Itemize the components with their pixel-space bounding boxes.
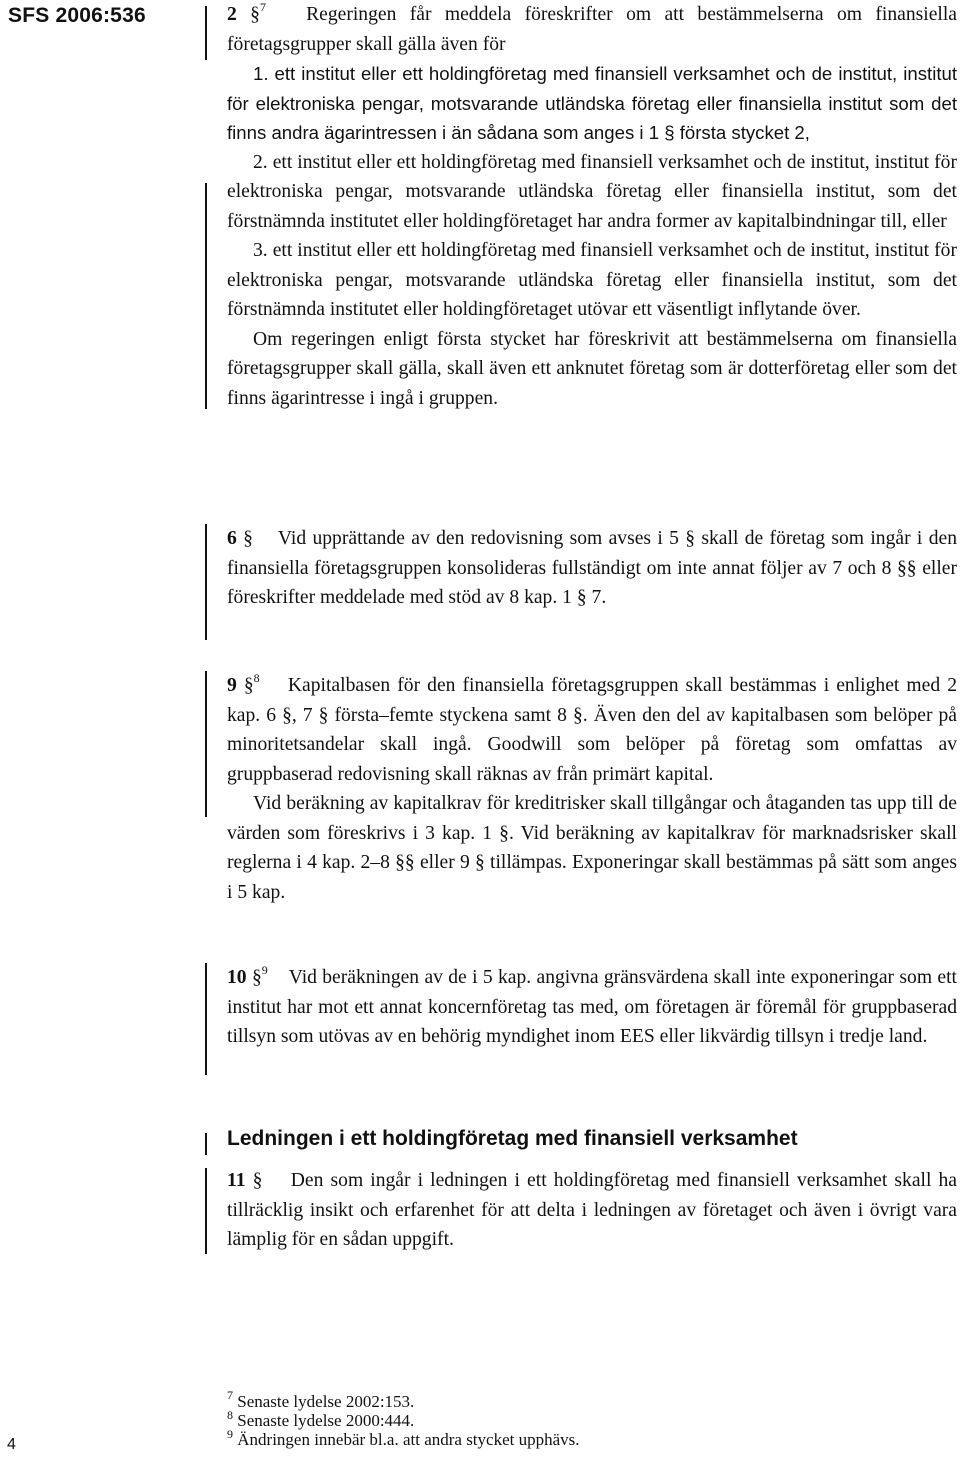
paragraph-9-text-2: Vid beräkning av kapitalkrav för kreditrisker skall tillgångar och åtaganden tas upp till de värden som föreskrivs i 3 kap. 1 §. Vid beräkning av kapitalkrav för marknadsrisker skall reglerna i 4 kap. 2–8 §§ eller 9 § tillämpas. Exponeringar skall bestämmas på sätt som anges i 5 kap. <box>227 793 957 903</box>
section-heading: Ledningen i ett holdingföretag med finansiell verksamhet <box>227 1127 798 1150</box>
footnote-text: Senaste lydelse 2002:153. <box>237 1392 415 1411</box>
footnote-ref-8: 8 <box>253 671 260 686</box>
change-bar <box>205 1168 207 1254</box>
paragraph-9 <box>227 671 957 907</box>
paragraph-11-number: 11 <box>227 1170 246 1191</box>
paragraph-2 <box>227 0 957 413</box>
change-bar <box>205 963 207 1075</box>
change-bar <box>205 671 207 817</box>
paragraph-11-text: Den som ingår i ledningen i ett holdingföretag med finansiell verksamhet skall ha tillräcklig insikt och erfarenhet för att delta i ledningen av företaget och även i övrigt vara lämplig för en sådan uppgift. <box>227 1170 957 1250</box>
page-number: 4 <box>7 1436 16 1453</box>
paragraph-2-closing: Om regeringen enligt första stycket har föreskrivit att bestämmelserna om finansiella företagsgrupper skall gälla, skall även ett anknutet företag som är dotterföretag eller som det finns ägarintresse i ingå i gruppen. <box>227 328 957 409</box>
paragraph-2-item-1: 1. ett institut eller ett holdingföretag med finansiell verksamhet och de institut, institut för elektroniska pengar, motsvarande utländska företag eller finansiella institut som det finns andra ägarintressen i än sådana som anges i 1 § första stycket 2, <box>227 63 957 143</box>
paragraph-9-number: 9 <box>227 675 237 696</box>
section-symbol: § <box>252 1170 263 1191</box>
sfs-number: SFS 2006:536 <box>8 4 146 27</box>
footnote-text: Ändringen innebär bl.a. att andra stycket upphävs. <box>237 1430 580 1450</box>
section-symbol: § <box>243 675 254 696</box>
paragraph-10-text: Vid beräkningen av de i 5 kap. angivna gränsvärdena skall inte exponeringar som ett institut har mot ett annat koncernföretag tas med, om företagen är föremål för gruppbaserad tillsyn som utövas av en behörig myndighet inom EES eller likvärdig tillsyn i tredje land. <box>227 967 957 1047</box>
paragraph-9-text-1: Kapitalbasen för den finansiella företagsgruppen skall bestämmas i enlighet med 2 kap. 6 §, 7 § första–femte styckena samt 8 §. Även den del av kapitalbasen som belöper på minoritetsandelar skall ingå. Goodwill som belöper på företag som omfattas av gruppbaserad redovisning skall räknas av från primärt kapital. <box>227 675 958 785</box>
footnote-ref-9: 9 <box>261 963 268 978</box>
paragraph-10-number: 10 <box>227 967 247 988</box>
footnote-mark: 7 <box>227 1388 233 1403</box>
paragraph-6-text: Vid upprättande av den redovisning som avses i 5 § skall de företag som ingår i den finansiella företagsgruppen konsolideras fullständigt om inte annat följer av 7 och 8 §§ eller föreskrifter meddelade med stöd av 8 kap. 1 § 7. <box>227 528 958 608</box>
paragraph-6 <box>227 524 957 613</box>
change-bar <box>205 1133 207 1155</box>
footnote <box>227 1388 580 1411</box>
footnote <box>227 1426 580 1450</box>
footnote <box>227 1407 580 1431</box>
footnote-mark: 8 <box>227 1407 233 1422</box>
paragraph-2-item-2: 2. ett institut eller ett holdingföretag med finansiell verksamhet och de institut, institut för elektroniska pengar, motsvarande utländska företag eller finansiella institut, som det förstnämnda institutet eller holdingföretaget har andra former av kapitalbindningar till, eller <box>227 151 957 232</box>
section-symbol: § <box>250 4 260 25</box>
paragraph-6-number: 6 <box>227 528 237 549</box>
section-symbol: § <box>243 528 253 549</box>
paragraph-2-intro: Regeringen får meddela föreskrifter om att bestämmelserna om finansiella företagsgrupper skall gälla även för <box>227 4 958 55</box>
footnote-mark: 9 <box>227 1426 233 1441</box>
paragraph-2-number: 2 <box>227 4 237 25</box>
footnote-ref-7: 7 <box>259 0 266 15</box>
footnotes <box>227 1388 580 1450</box>
change-bar <box>205 524 207 640</box>
section-symbol: § <box>251 967 262 988</box>
paragraph-10 <box>227 963 957 1052</box>
paragraph-2-item-3: 3. ett institut eller ett holdingföretag med finansiell verksamhet och de institut, institut för elektroniska pengar, motsvarande utländska företag eller finansiella institut, som det förstnämnda institutet eller holdingföretaget utövar ett väsentligt inflytande över. <box>227 240 957 320</box>
footnote-text: Senaste lydelse 2000:444. <box>237 1411 415 1431</box>
change-bar <box>205 183 207 409</box>
paragraph-11 <box>227 1166 957 1255</box>
change-bar <box>205 6 207 60</box>
